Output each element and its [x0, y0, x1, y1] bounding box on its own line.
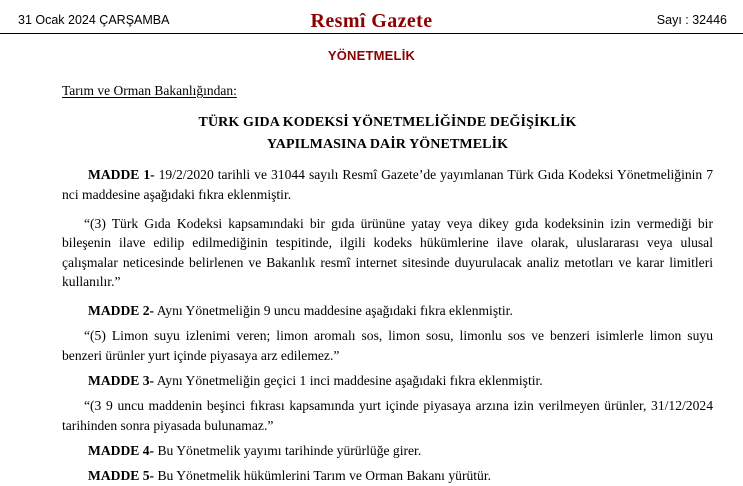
article-paragraph — [62, 301, 713, 320]
article-text: Bu Yönetmelik yayımı tarihinde yürürlüğe girer. — [154, 442, 422, 458]
document-body — [0, 83, 743, 486]
article-text: Bu Yönetmelik hükümlerini Tarım ve Orman Bakanı yürütür. — [154, 468, 492, 484]
article-paragraph — [62, 466, 713, 485]
regulation-title-line-2: YAPILMASINA DAİR YÖNETMELİK — [266, 136, 509, 152]
masthead-divider — [0, 33, 743, 34]
masthead-title: Resmî Gazete — [310, 10, 433, 32]
masthead — [0, 0, 743, 32]
masthead-date: 31 Ocak 2024 ÇARŞAMBA — [18, 13, 170, 27]
article-paragraph — [62, 371, 713, 390]
article-label: MADDE 5- — [88, 468, 155, 484]
article-paragraph — [62, 441, 713, 460]
article-text: 19/2/2020 tarihli ve 31044 sayılı Resmî Gazete’de yayımlanan Türk Gıda Kodeksi Yönetmeliğinin 7 nci maddesine aşağıdaki fıkra eklenmiştir. — [62, 167, 713, 202]
regulation-title — [62, 112, 713, 155]
masthead-issue-number: Sayı : 32446 — [656, 13, 727, 27]
article-text: “(3) Türk Gıda Kodeksi kapsamındaki bir gıda ürününe yatay veya dikey gıda kodeksinin izin vermediği bir bileşenin ilave edilip edilmediğinin tespitinde, ilgili kodeks hükümlerine ilave olarak, uluslararası veya ulusal çalışmalar neticesinde belirlenen ve Bakanlık resmî internet sitesinde duyurulacak analiz metotları ve karar limitleri kullanılır.” — [62, 215, 713, 289]
document-type-heading: YÖNETMELİK — [327, 48, 416, 63]
article-paragraph — [62, 214, 713, 291]
article-text: “(3 9 uncu maddenin beşinci fıkrası kapsamında yurt içinde piyasaya arzına izin verilmeyen ürünler, 31/12/2024 tarihinden sonra piyasada bulunamaz.” — [62, 398, 713, 433]
article-label: MADDE 1- — [88, 167, 155, 183]
article-paragraph — [62, 396, 713, 435]
article-label: MADDE 3- — [88, 373, 155, 389]
article-text: Aynı Yönetmeliğin geçici 1 inci maddesine aşağıdaki fıkra eklenmiştir. — [154, 373, 543, 389]
article-text: Aynı Yönetmeliğin 9 uncu maddesine aşağıdaki fıkra eklenmiştir. — [154, 303, 513, 319]
article-paragraph — [62, 165, 713, 204]
article-label: MADDE 2- — [88, 303, 155, 319]
regulation-title-line-1: TÜRK GIDA KODEKSİ YÖNETMELİĞİNDE DEĞİŞİKLİK — [198, 115, 577, 130]
article-paragraph — [62, 326, 713, 365]
issuing-authority: Tarım ve Orman Bakanlığından: — [62, 83, 237, 98]
article-text: “(5) Limon suyu izlenimi veren; limon aromalı sos, limon sosu, limonlu sos ve benzeri isimlerle limon suyu benzeri ürünler yurt içinde piyasaya arz edilemez.” — [62, 328, 713, 363]
article-label: MADDE 4- — [88, 442, 155, 458]
